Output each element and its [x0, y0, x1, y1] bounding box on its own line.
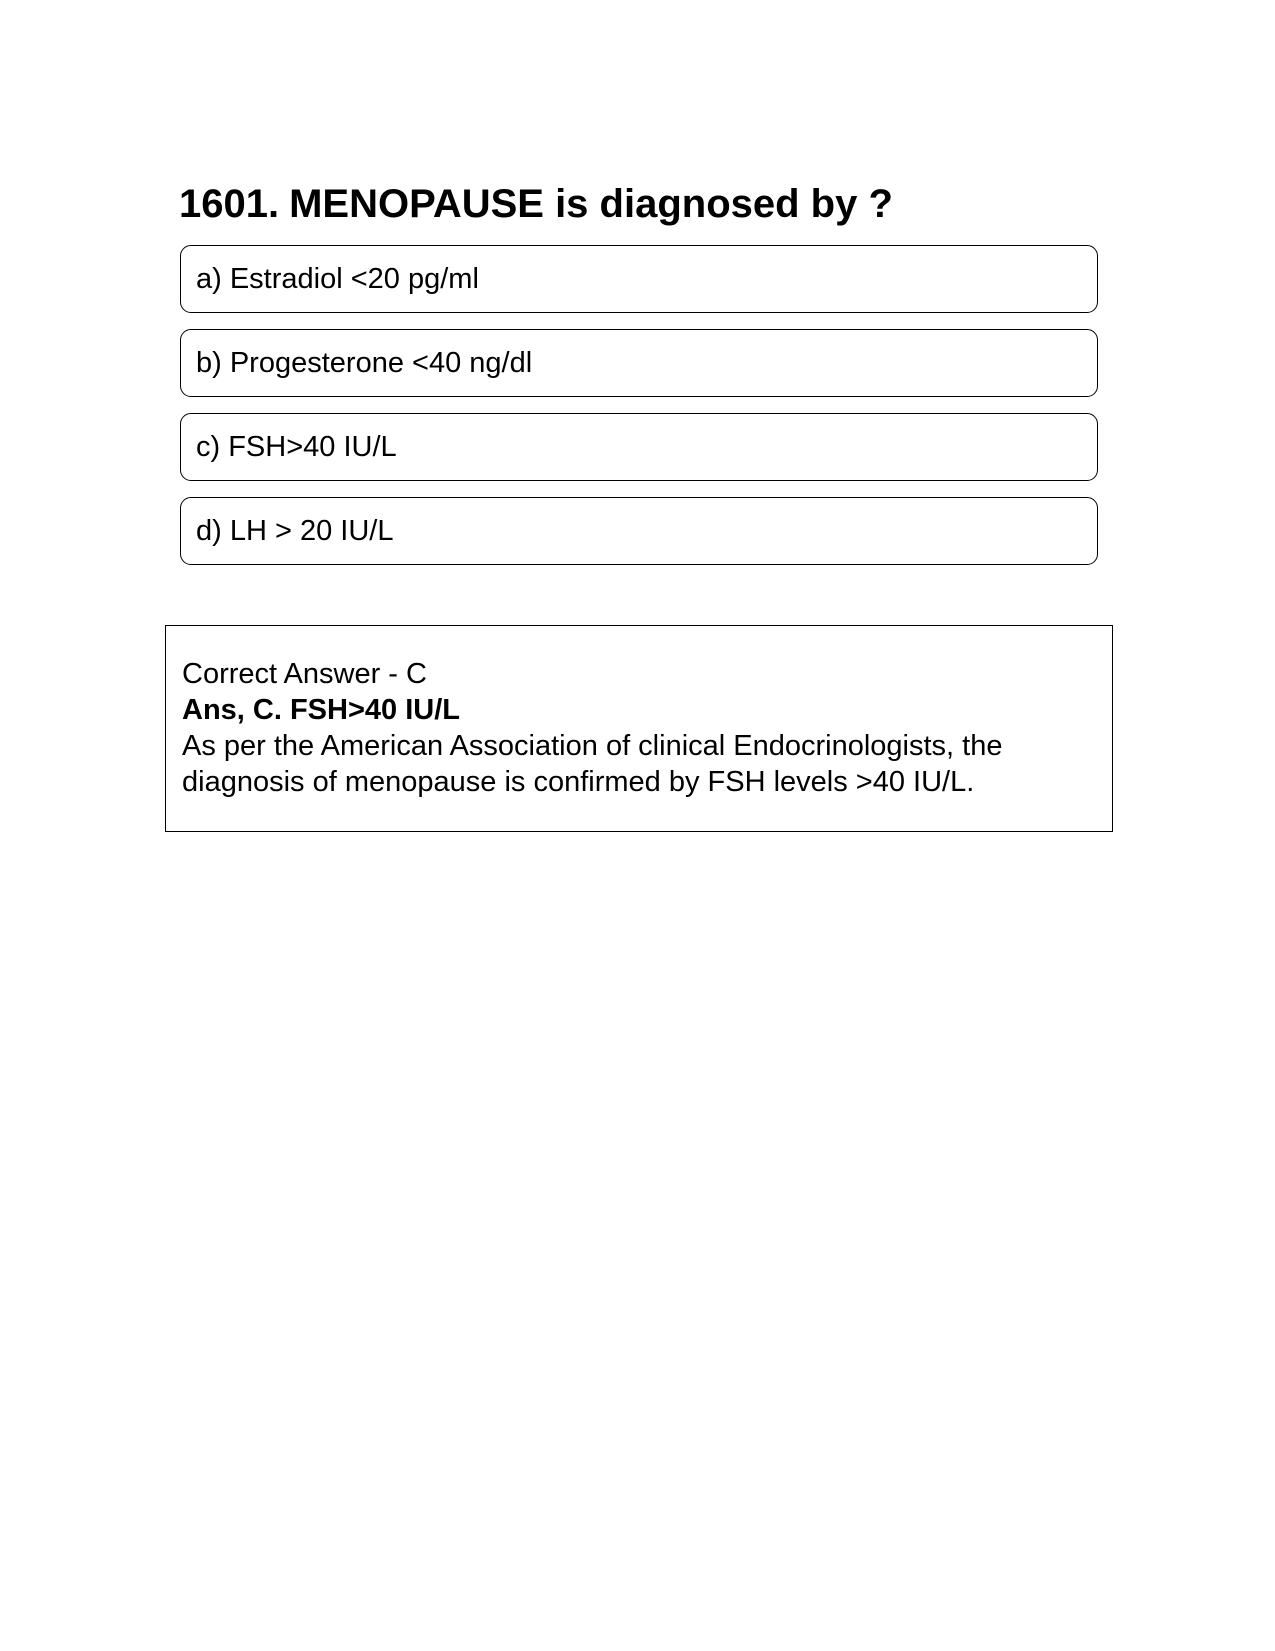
- answer-heading: Ans, C. FSH>40 IU/L: [182, 694, 460, 726]
- answer-box: [165, 625, 1113, 832]
- option-b[interactable]: b) Progesterone <40 ng/dl: [180, 329, 1098, 397]
- explanation-line-1: As per the American Association of clinical Endocrinologists, the: [182, 730, 1003, 762]
- question-number: 1601.: [179, 182, 280, 226]
- explanation-line-2: diagnosis of menopause is confirmed by FSH levels >40 IU/L.: [182, 766, 975, 798]
- question-title: [179, 178, 893, 230]
- option-d[interactable]: d) LH > 20 IU/L: [180, 497, 1098, 565]
- option-a[interactable]: a) Estradiol <20 pg/ml: [180, 245, 1098, 313]
- option-c[interactable]: c) FSH>40 IU/L: [180, 413, 1098, 481]
- options-list: [180, 245, 1098, 581]
- correct-answer-line: Correct Answer - C: [182, 658, 427, 690]
- question-text: MENOPAUSE is diagnosed by ?: [289, 182, 893, 226]
